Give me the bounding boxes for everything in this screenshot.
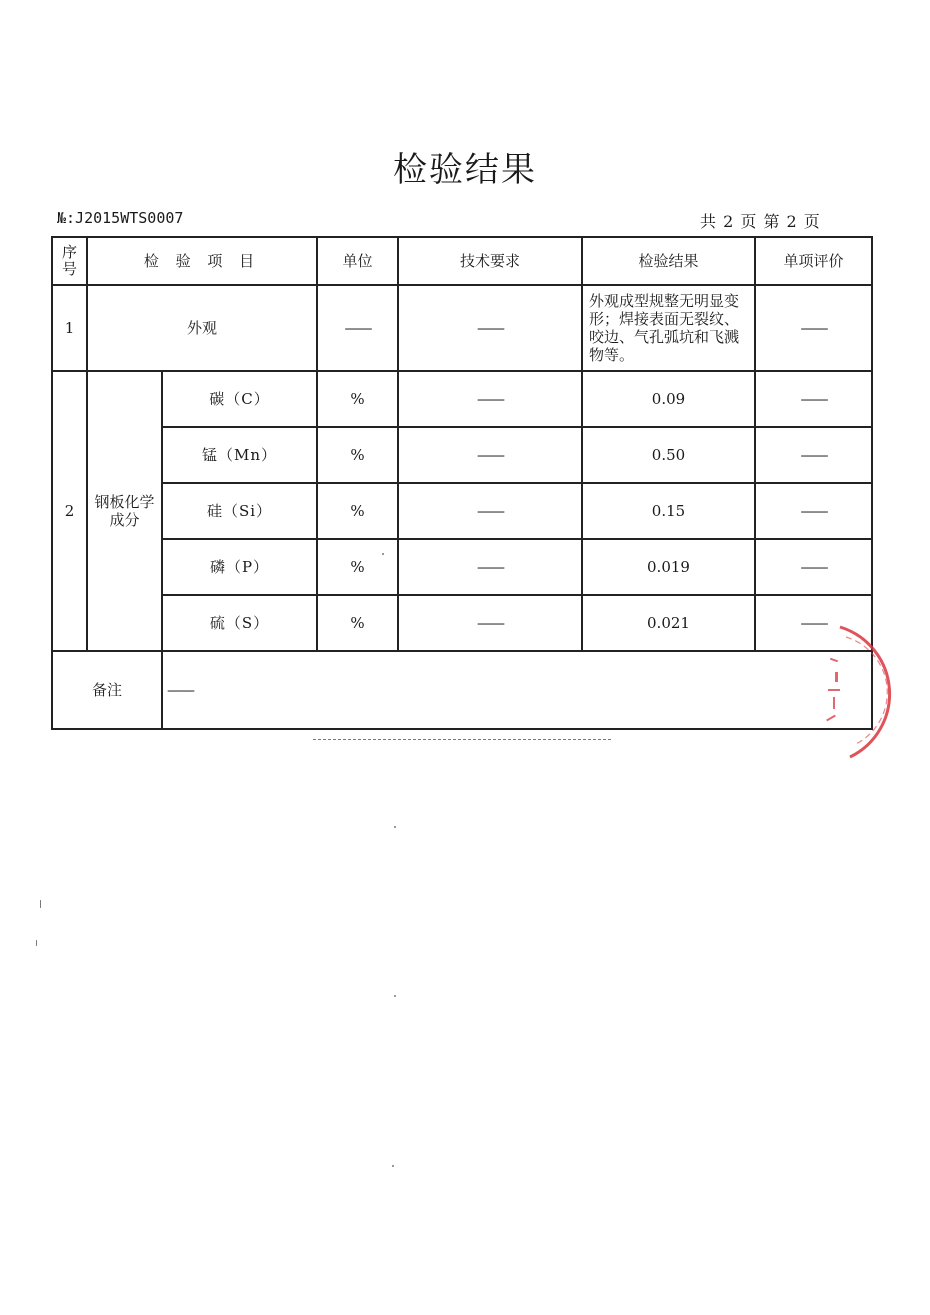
scan-speck: [382, 553, 384, 555]
element-unit: %: [317, 483, 398, 539]
element-evaluation: ——: [755, 427, 872, 483]
row2-seq: 2: [52, 371, 87, 651]
row1-seq: 1: [52, 285, 87, 371]
document-number: №:J2015WTS0007: [57, 209, 184, 227]
inspection-results-table: [51, 236, 873, 730]
element-requirement: ——: [398, 483, 582, 539]
element-evaluation: ——: [755, 595, 872, 651]
official-seal-stamp: [790, 617, 910, 767]
notes-value: ——: [162, 651, 872, 729]
col-header-unit: 单位: [317, 237, 398, 285]
scan-speck: [40, 900, 41, 908]
table-row: [52, 539, 872, 595]
element-unit: %: [317, 371, 398, 427]
row1-result: 外观成型规整无明显变形；焊接表面无裂纹、咬边、气孔弧坑和飞溅物等。: [582, 285, 755, 371]
table-header-row: [52, 237, 872, 285]
document-title: 检验结果: [393, 150, 537, 190]
col-header-seq: 序号: [52, 237, 87, 285]
element-name: 磷（P）: [162, 539, 317, 595]
col-header-requirement: 技术要求: [398, 237, 582, 285]
element-unit: %: [317, 595, 398, 651]
element-result: 0.15: [582, 483, 755, 539]
scan-speck: [394, 995, 396, 997]
table-row: [52, 595, 872, 651]
element-unit: %: [317, 539, 398, 595]
table-row: [52, 427, 872, 483]
element-name: 碳（C）: [162, 371, 317, 427]
row1-unit: ——: [317, 285, 398, 371]
col-header-item: 检 验 项 目: [87, 237, 317, 285]
col-header-result: 检验结果: [582, 237, 755, 285]
element-requirement: ——: [398, 595, 582, 651]
row1-requirement: ——: [398, 285, 582, 371]
element-result: 0.09: [582, 371, 755, 427]
element-requirement: ——: [398, 539, 582, 595]
scan-speck: [394, 826, 396, 828]
element-evaluation: ——: [755, 483, 872, 539]
scan-speck: [36, 940, 37, 946]
element-name: 锰（Mn）: [162, 427, 317, 483]
element-result: 0.019: [582, 539, 755, 595]
element-name: 硅（Si）: [162, 483, 317, 539]
col-header-evaluation: 单项评价: [755, 237, 872, 285]
table-row: [52, 371, 872, 427]
element-evaluation: ——: [755, 539, 872, 595]
row2-group: 钢板化学成分: [87, 371, 162, 651]
element-unit: %: [317, 427, 398, 483]
element-evaluation: ——: [755, 371, 872, 427]
element-result: 0.021: [582, 595, 755, 651]
table-row: [52, 285, 872, 371]
page-info: 共 2 页 第 2 页: [700, 212, 821, 231]
element-result: 0.50: [582, 427, 755, 483]
notes-row: [52, 651, 872, 729]
row1-item: 外观: [87, 285, 317, 371]
table-row: [52, 483, 872, 539]
element-requirement: ——: [398, 427, 582, 483]
scan-speck: [392, 1165, 394, 1167]
element-name: 硫（S）: [162, 595, 317, 651]
element-requirement: ——: [398, 371, 582, 427]
table-end-rule: [313, 739, 611, 740]
notes-label: 备注: [52, 651, 162, 729]
row1-evaluation: ——: [755, 285, 872, 371]
